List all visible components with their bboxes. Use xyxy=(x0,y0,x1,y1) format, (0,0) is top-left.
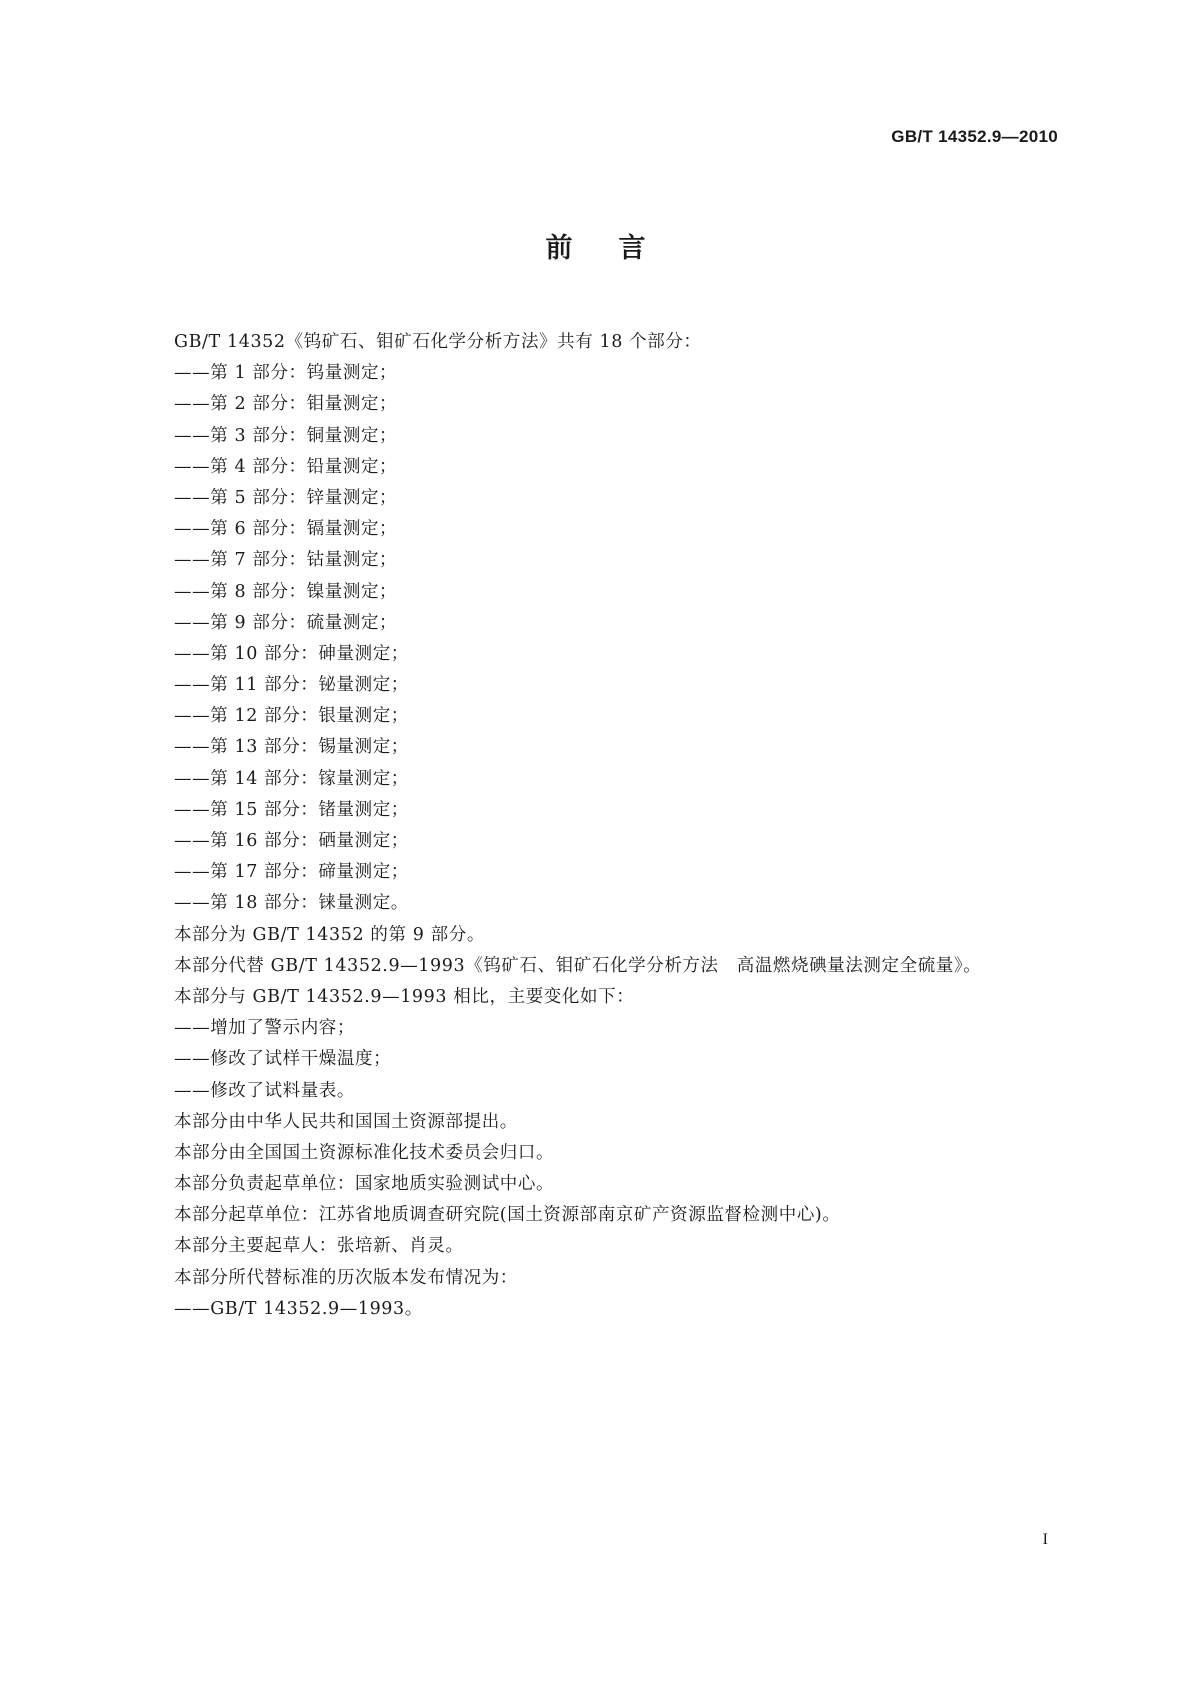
text-line: 本部分代替 GB/T 14352.9—1993《钨矿石、钼矿石化学分析方法 高温燃烧碘量法测定全硫量》。 xyxy=(174,955,982,976)
text-line: ——第 11 部分：铋量测定； xyxy=(174,675,409,696)
text-line: ——第 10 部分：砷量测定； xyxy=(174,643,409,664)
page-number: I xyxy=(1042,1531,1048,1548)
text-line: ——第 5 部分：锌量测定； xyxy=(174,487,398,508)
text-line: ——第 3 部分：铜量测定； xyxy=(174,425,398,446)
text-line: 本部分由中华人民共和国国土资源部提出。 xyxy=(174,1111,518,1132)
text-line: ——第 17 部分：碲量测定； xyxy=(174,862,409,883)
text-line: ——第 7 部分：钴量测定； xyxy=(174,550,398,571)
text-line: 本部分为 GB/T 14352 的第 9 部分。 xyxy=(174,924,485,945)
text-line: ——第 8 部分：镍量测定； xyxy=(174,581,398,602)
text-line: ——第 2 部分：钼量测定； xyxy=(174,394,398,415)
text-line: 本部分起草单位：江苏省地质调查研究院(国土资源部南京矿产资源监督检测中心)。 xyxy=(174,1205,841,1226)
text-line: GB/T 14352《钨矿石、钼矿石化学分析方法》共有 18 个部分： xyxy=(174,332,702,352)
text-line: ——第 14 部分：镓量测定； xyxy=(174,768,409,789)
text-line: ——第 9 部分：硫量测定； xyxy=(174,612,398,633)
text-line: ——第 16 部分：硒量测定； xyxy=(174,831,409,851)
text-line: 本部分与 GB/T 14352.9—1993 相比，主要变化如下： xyxy=(174,986,635,1007)
foreword-body xyxy=(174,327,1074,1325)
standard-number: GB/T 14352.9—2010 xyxy=(891,127,1058,146)
text-line: ——第 4 部分：铅量测定； xyxy=(174,456,398,477)
text-line: 本部分由全国国土资源标准化技术委员会归口。 xyxy=(174,1142,555,1163)
text-line: 本部分所代替标准的历次版本发布情况为： xyxy=(174,1267,518,1288)
text-line: ——第 18 部分：铼量测定。 xyxy=(174,893,409,914)
page-title xyxy=(0,226,1191,265)
text-line: ——增加了警示内容； xyxy=(174,1018,355,1039)
title-char-2: 言 xyxy=(618,233,646,264)
text-line: 本部分负责起草单位：国家地质实验测试中心。 xyxy=(174,1174,555,1195)
text-line: ——GB/T 14352.9—1993。 xyxy=(174,1298,423,1319)
text-line: ——第 1 部分：钨量测定； xyxy=(174,363,398,384)
text-line: ——修改了试料量表。 xyxy=(174,1080,355,1101)
text-line: 本部分主要起草人：张培新、肖灵。 xyxy=(174,1236,464,1257)
text-line: ——第 15 部分：锗量测定； xyxy=(174,799,409,820)
text-line: ——修改了试样干燥温度； xyxy=(174,1049,392,1070)
text-line: ——第 12 部分：银量测定； xyxy=(174,706,409,727)
text-line: ——第 6 部分：镉量测定； xyxy=(174,519,398,540)
title-char-1: 前 xyxy=(545,233,573,264)
text-line: ——第 13 部分：锡量测定； xyxy=(174,737,409,758)
